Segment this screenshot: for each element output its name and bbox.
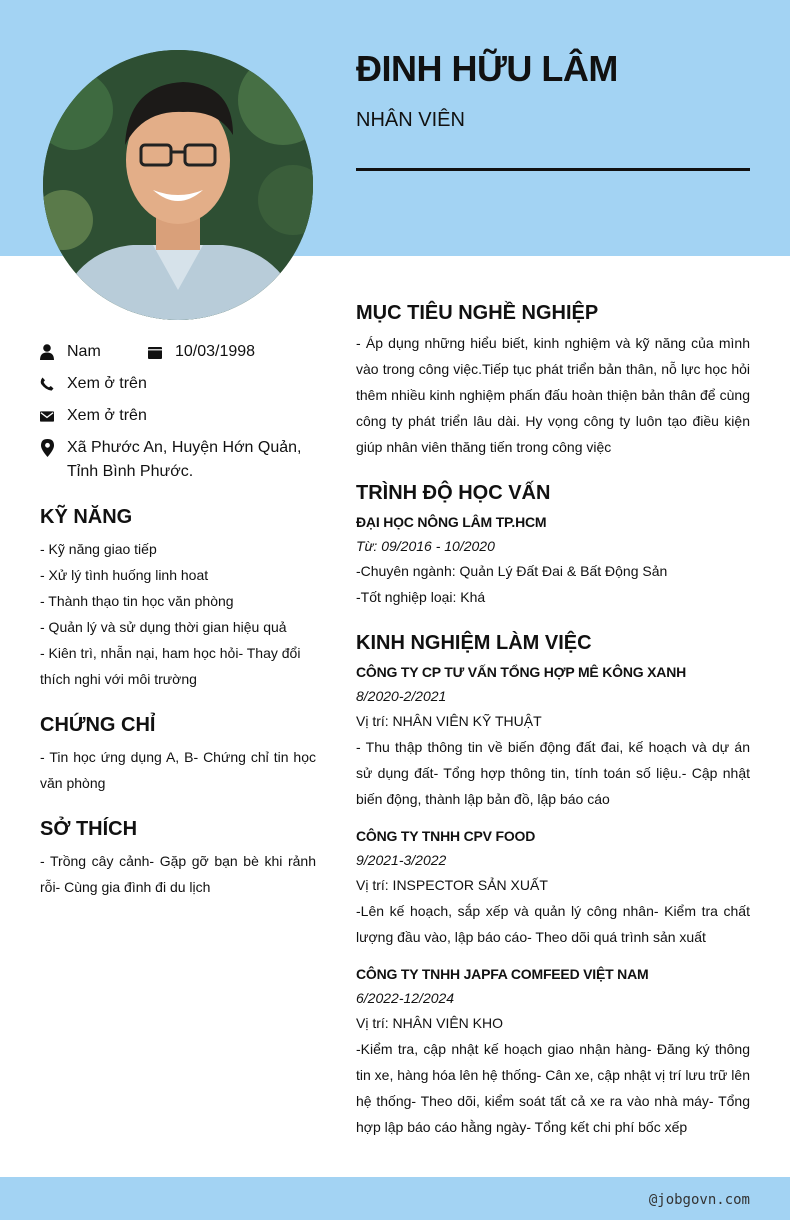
address-text: Xã Phước An, Huyện Hớn Quản, Tỉnh Bình Phước. — [67, 439, 302, 480]
contact-email — [40, 404, 316, 428]
hobbies-heading: SỞ THÍCH — [40, 818, 138, 840]
profile-photo-illustration — [43, 50, 313, 320]
school-name: ĐẠI HỌC NÔNG LÂM TP.HCM — [356, 514, 547, 530]
right-column — [356, 300, 750, 1160]
footer-credit: @jobgovn.com — [648, 1192, 750, 1208]
job-position: Vị trí: NHÂN VIÊN KỸ THUẬT — [356, 713, 542, 729]
skill-item: - Thành thạo tin học văn phòng — [40, 593, 234, 609]
mail-icon — [40, 404, 54, 428]
job-entry — [356, 660, 750, 812]
education-grade: -Tốt nghiệp loại: Khá — [356, 589, 486, 605]
job-position: Vị trí: NHÂN VIÊN KHO — [356, 1015, 504, 1031]
candidate-name: ĐINH HỮU LÂM — [356, 48, 618, 89]
contact-address — [40, 436, 316, 484]
hobbies-text: - Trồng cây cảnh- Gặp gỡ bạn bè khi rảnh rỗi- Cùng gia đình đi du lịch — [40, 853, 316, 895]
gender-text: Nam — [67, 343, 101, 360]
objective-heading: MỤC TIÊU NGHỀ NGHIỆP — [356, 302, 599, 324]
job-period: 9/2021-3/2022 — [356, 852, 447, 868]
skills-heading: KỸ NĂNG — [40, 506, 133, 528]
email-text: Xem ở trên — [67, 407, 147, 424]
header-divider — [356, 168, 750, 171]
skill-item: - Kiên trì, nhẫn nại, ham học hỏi- Thay đổi thích nghi với môi trường — [40, 645, 301, 687]
education-section — [356, 480, 750, 610]
job-entry — [356, 824, 750, 950]
job-position: Vị trí: INSPECTOR SẢN XUẤT — [356, 877, 548, 893]
phone-text: Xem ở trên — [67, 375, 147, 392]
location-pin-icon — [40, 436, 54, 460]
calendar-icon — [148, 340, 162, 364]
person-icon — [40, 340, 54, 364]
phone-icon — [40, 372, 54, 396]
contact-gender — [40, 340, 148, 364]
contact-dob — [148, 340, 255, 364]
skill-item: - Kỹ năng giao tiếp — [40, 541, 157, 557]
certificates-heading: CHỨNG CHỈ — [40, 714, 156, 736]
certificates-text: - Tin học ứng dụng A, B- Chứng chỉ tin học văn phòng — [40, 749, 316, 791]
skill-item: - Xử lý tình huống linh hoat — [40, 567, 209, 583]
contact-phone — [40, 372, 316, 396]
education-heading: TRÌNH ĐỘ HỌC VẤN — [356, 482, 551, 504]
job-company: CÔNG TY TNHH JAPFA COMFEED VIỆT NAM — [356, 966, 649, 982]
education-major: -Chuyên ngành: Quản Lý Đất Đai & Bất Động Sản — [356, 563, 668, 579]
experience-heading: KINH NGHIỆM LÀM VIỆC — [356, 632, 592, 654]
experience-section — [356, 630, 750, 1140]
job-period: 6/2022-12/2024 — [356, 990, 455, 1006]
contact-gender-dob — [40, 340, 316, 372]
education-period: Từ: 09/2016 - 10/2020 — [356, 538, 495, 554]
left-column — [40, 340, 316, 900]
objective-section — [356, 300, 750, 460]
job-description: -Kiểm tra, cập nhật kế hoạch giao nhận hàng- Đăng ký thông tin xe, hàng hóa lên hệ thống- Cân xe, cập nhật vị trí lưu trữ lên hệ thống- Theo dõi, kiểm soát tất cả xe ra vào nhà máy- Tổng hợp lập báo cáo hằng ngày- Tổng kết chi phí bốc xếp — [356, 1041, 750, 1135]
job-description: - Thu thập thông tin về biến động đất đai, kế hoạch và dự án sử dụng đất- Tổng hợp thông tin, tính toán số liệu.- Cập nhật biến động, thành lập bản đồ, lập báo cáo — [356, 739, 750, 807]
job-company: CÔNG TY CP TƯ VẤN TỔNG HỢP MÊ KÔNG XANH — [356, 664, 687, 680]
job-entry — [356, 962, 750, 1140]
skill-item: - Quản lý và sử dụng thời gian hiệu quả — [40, 619, 287, 635]
skills-list — [40, 536, 316, 692]
job-period: 8/2020-2/2021 — [356, 688, 447, 704]
candidate-title: NHÂN VIÊN — [356, 109, 465, 131]
job-description: -Lên kế hoạch, sắp xếp và quản lý công nhân- Kiểm tra chất lượng đầu vào, lập báo cáo- Theo dõi quá trình sản xuất — [356, 903, 750, 945]
profile-photo — [43, 50, 313, 320]
dob-text: 10/03/1998 — [175, 343, 256, 360]
objective-text: - Áp dụng những hiểu biết, kinh nghiệm và kỹ năng của mình vào trong công việc.Tiếp tục phát triển bản thân, nỗ lực học hỏi thêm nhiều kinh nghiệm phấn đấu hoàn thiện bản thân để cùng công ty phát triển lâu dài. Hy vọng công ty luôn tạo điều kiện giúp nhân viên thăng tiến trong công việc — [356, 335, 750, 455]
job-company: CÔNG TY TNHH CPV FOOD — [356, 828, 536, 844]
